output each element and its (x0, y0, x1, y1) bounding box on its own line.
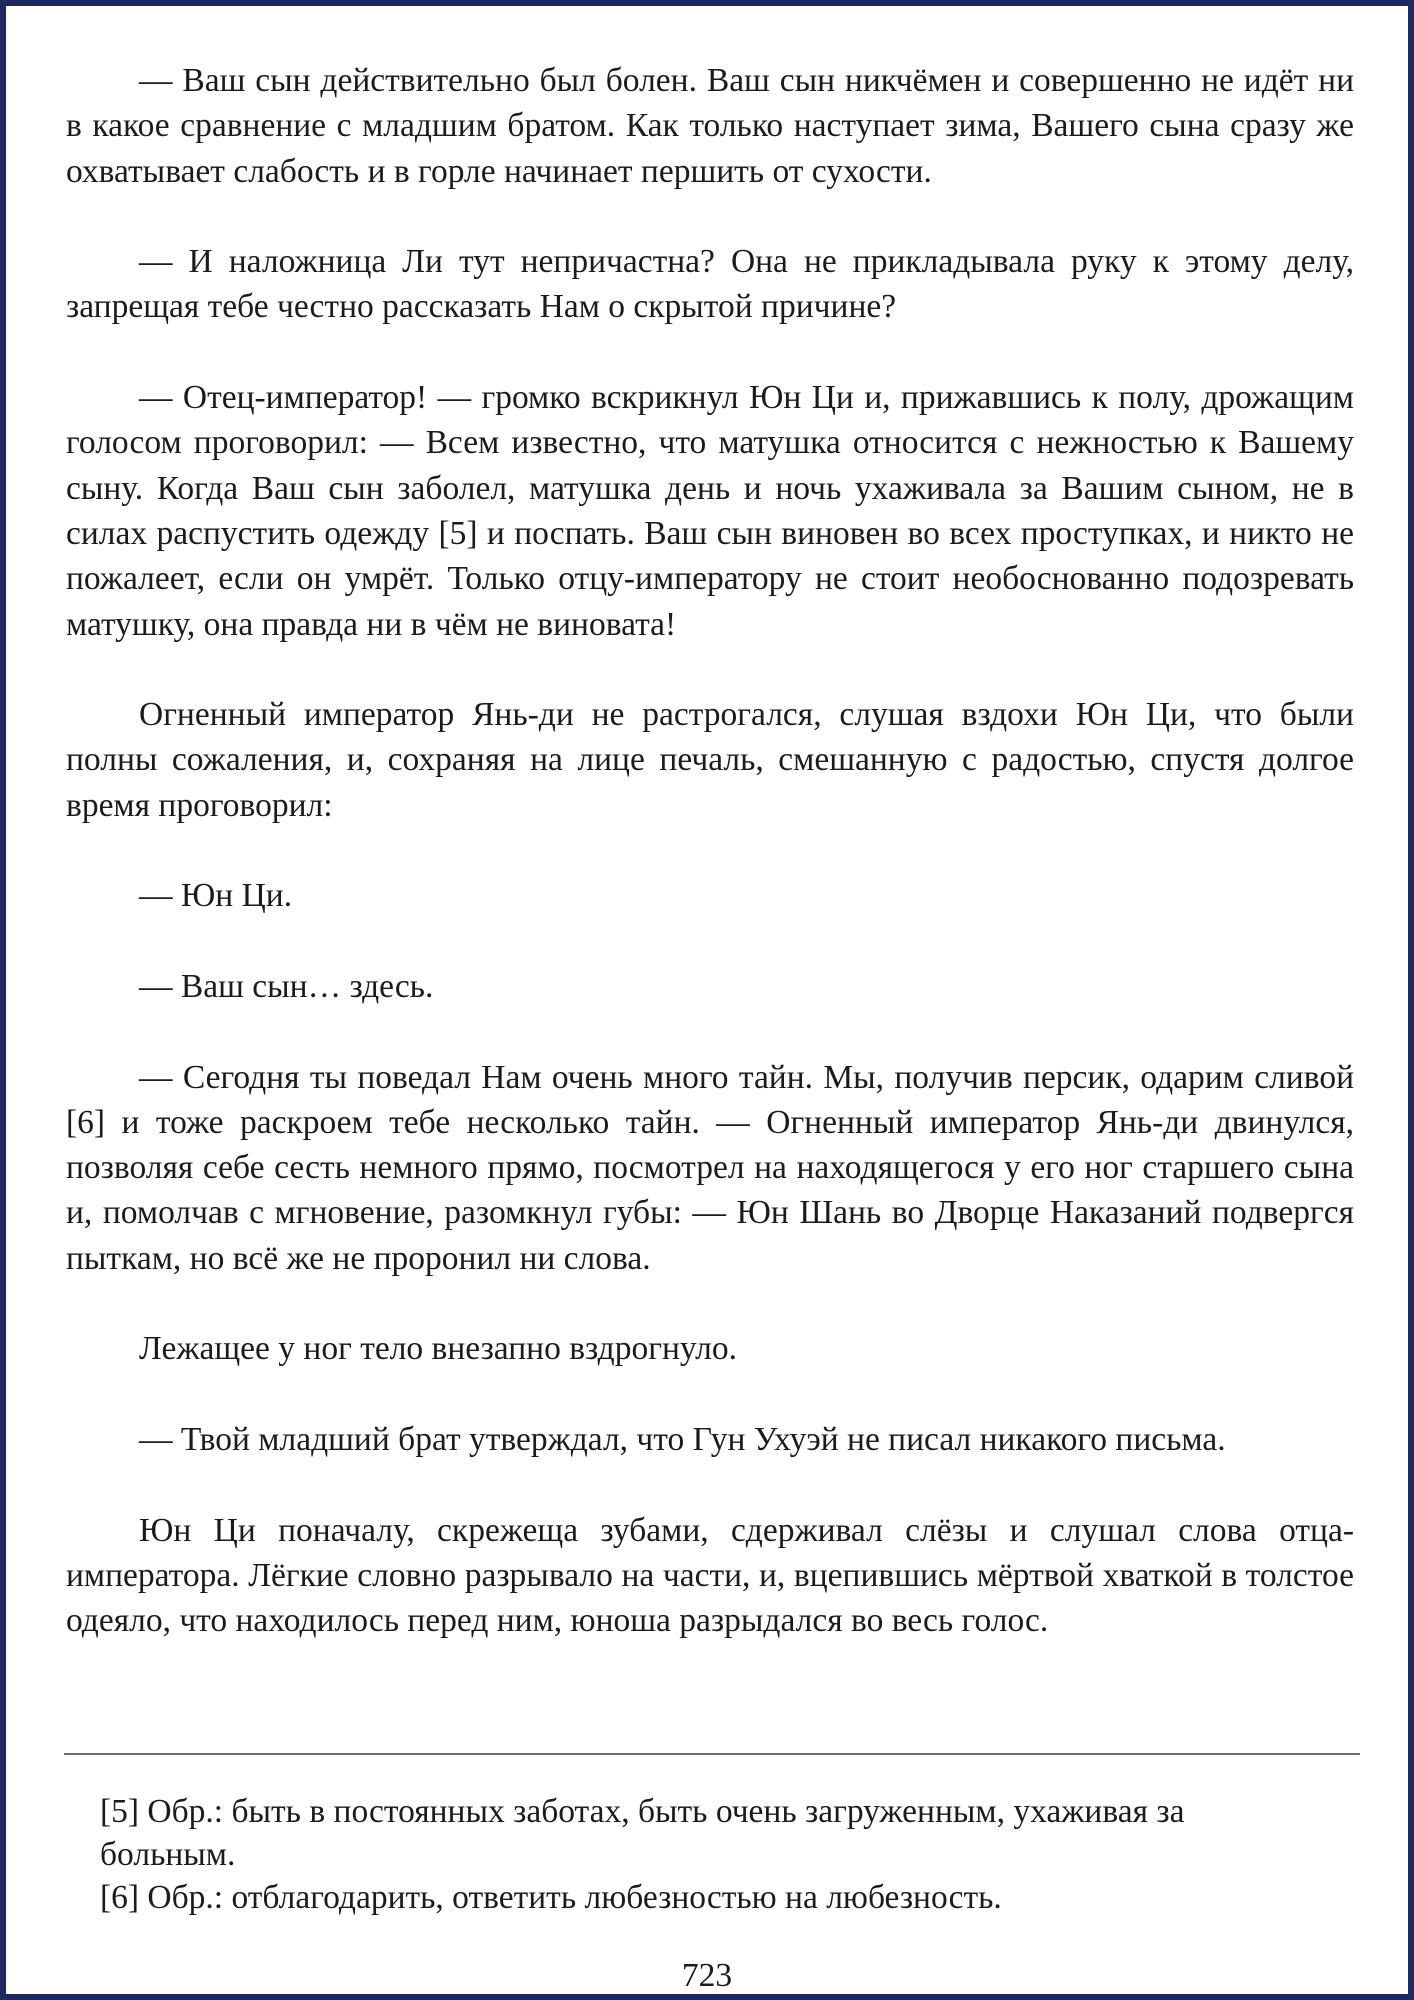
paragraph: — Ваш сын… здесь. (139, 967, 434, 1005)
footnote: [5] Обр.: быть в постоянных заботах, быть очень загруженным, ухаживая за больным. (100, 1793, 1185, 1873)
footnote: [6] Обр.: отблагодарить, ответить любезностью на любезность. (100, 1879, 1002, 1916)
paragraph: — Отец-император! — громко вскрикнул Юн Ци и, прижавшись к полу, дрожащим голосом проговорил: — Всем известно, что матушка относится с нежностью к Вашему сыну. Когда Ваш сын заболел, матушка день и ночь ухаживала за Вашим сыном, не в силах распустить одежду [5] и поспать. Ваш сын виновен во всех проступках, и никто не пожалеет, если он умрёт. Только отцу-императору не стоит необоснованно подозревать матушку, она правда ни в чём не виновата! (66, 379, 1354, 643)
paragraph: — И наложница Ли тут непричастна? Она не прикладывала руку к этому делу, запрещая тебе честно рассказать Нам о скрытой причине? (66, 243, 1354, 326)
paragraph: Юн Ци поначалу, скрежеща зубами, сдерживал слёзы и слушал слова отца-императора. Лёгкие словно разрывало на части, и, вцепившись мёртвой хваткой в толстое одеяло, что находилось перед ним, юноша разрыдался во весь голос. (66, 1511, 1354, 1640)
paragraph: Огненный император Янь-ди не растрогался, слушая вздохи Юн Ци, что были полны сожаления, и, сохраняя на лице печаль, смешанную с радостью, спустя долгое время проговорил: (66, 696, 1354, 824)
main-text (66, 58, 1354, 1643)
paragraph: — Сегодня ты поведал Нам очень много тайн. Мы, получив персик, одарим сливой [6] и тоже раскроем тебе несколько тайн. — Огненный император Янь-ди двинулся, позволяя себе сесть немного прямо, посмотрел на находящегося у его ног старшего сына и, помолчав с мгновение, разомкнул губы: — Юн Шань во Дворце Наказаний подвергся пыткам, но всё же не проронил ни слова. (66, 1058, 1354, 1277)
page-number: 723 (681, 1957, 733, 1994)
paragraph: Лежащее у ног тело внезапно вздрогнуло. (139, 1330, 737, 1368)
footnotes (100, 1790, 1308, 1919)
footnote-divider (64, 1753, 1360, 1755)
paragraph: — Ваш сын действительно был болен. Ваш сын никчёмен и совершенно не идёт ни в какое сравнение с младшим братом. Как только наступает зима, Вашего сына сразу же охватывает слабость и в горле начинает першить от сухости. (66, 62, 1354, 190)
paragraph: — Юн Ци. (139, 877, 293, 915)
paragraph: — Твой младший брат утверждал, что Гун Ухуэй не писал никакого письма. (139, 1420, 1226, 1458)
